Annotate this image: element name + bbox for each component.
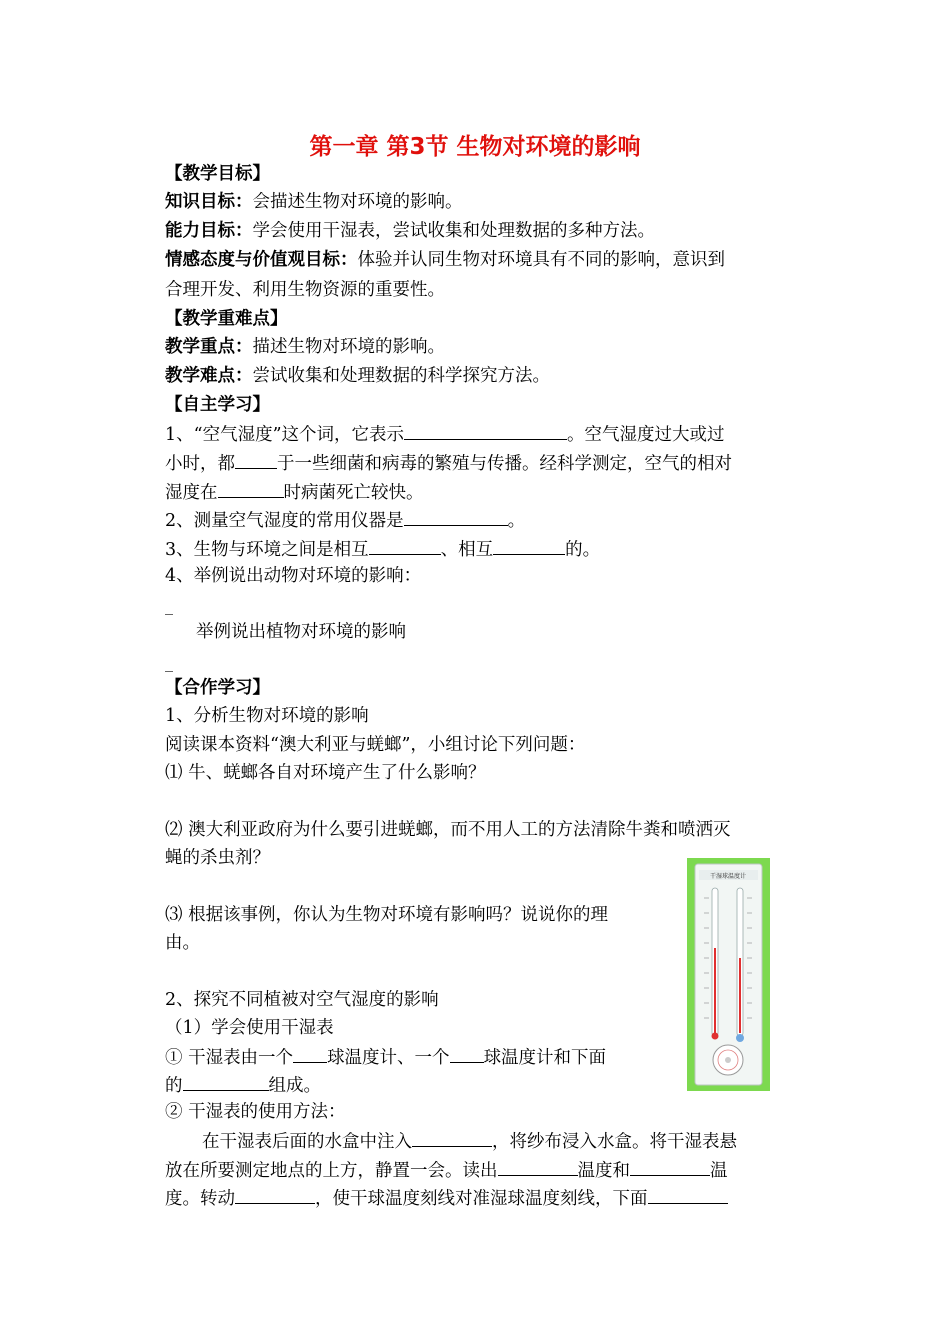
question-2 xyxy=(165,508,787,532)
method-text: ，使干球温度刻线对准湿球温度刻线，下面 xyxy=(315,1189,648,1209)
knowledge-goal-text: 会描述生物对环境的影响。 xyxy=(252,192,463,212)
hygrometer-header-text: 干湿球温度计 xyxy=(709,873,747,880)
method-text: 放在所要测定地点的上方，静置一会。读出 xyxy=(165,1161,498,1181)
ability-goal xyxy=(165,220,787,242)
teaching-focus-text: 描述生物对环境的影响。 xyxy=(252,337,445,357)
question-2-text-cont: 。 xyxy=(507,511,526,531)
coop-question-2-cont: 蝇的杀虫剂？ xyxy=(165,848,270,868)
question-2-text: 2、测量空气湿度的常用仪器是 xyxy=(165,511,404,531)
question-3 xyxy=(165,537,787,561)
method-text: ，将纱布浸入水盒。将干湿表悬 xyxy=(492,1132,737,1152)
humidity-dial-center xyxy=(725,1057,731,1063)
dry-bulb xyxy=(712,1033,719,1040)
teaching-difficulty-label: 教学难点： xyxy=(165,366,253,386)
answer-line-mark: _ xyxy=(165,596,173,615)
answer-blank[interactable] xyxy=(493,537,565,555)
coop-item-text: 球温度计、一个 xyxy=(327,1048,450,1068)
answer-blank[interactable] xyxy=(498,1158,578,1176)
answer-blank[interactable] xyxy=(369,537,441,555)
teaching-focus xyxy=(165,336,787,358)
coop-question-1: ⑴ 牛、蜣螂各自对环境产生了什么影响？ xyxy=(165,763,486,783)
answer-blank[interactable] xyxy=(412,1129,492,1147)
answer-blank[interactable] xyxy=(183,1073,269,1091)
question-1-text-cont: 。空气湿度过大或过 xyxy=(567,425,725,445)
method-text: 在干湿表后面的水盒中注入 xyxy=(202,1132,412,1152)
answer-blank[interactable] xyxy=(218,480,284,498)
answer-blank[interactable] xyxy=(404,422,567,440)
emotion-goal xyxy=(165,249,787,271)
dry-bulb-mercury xyxy=(714,948,716,1033)
method-text: 度。转动 xyxy=(165,1189,235,1209)
ability-goal-text: 学会使用干湿表，尝试收集和处理数据的多种方法。 xyxy=(252,221,655,241)
emotion-goal-cont: 合理开发、利用生物资源的重要性。 xyxy=(165,280,445,300)
question-1-text: 小时，都 xyxy=(165,454,235,474)
knowledge-goal xyxy=(165,191,787,213)
answer-blank[interactable] xyxy=(404,508,508,526)
coop-item-text: 球温度计和下面 xyxy=(483,1048,607,1068)
coop-item-text: ① 干湿表由一个 xyxy=(165,1048,294,1068)
question-3-text: 3、生物与环境之间是相互 xyxy=(165,540,369,560)
answer-blank[interactable] xyxy=(235,1186,315,1204)
question-4-plant: 举例说出植物对环境的影响 xyxy=(196,622,406,642)
page-title: 第一章 第3节 生物对环境的影响 xyxy=(309,134,641,160)
coop-question-2: ⑵ 澳大利亚政府为什么要引进蜣螂，而不用人工的方法清除牛粪和喷洒灭 xyxy=(165,820,731,840)
question-3-text: 的。 xyxy=(565,540,601,560)
coop-section-1: 1、分析生物对环境的影响 xyxy=(165,706,369,726)
question-1-text-cont: 于一些细菌和病毒的繁殖与传播。经科学测定，空气的相对 xyxy=(277,454,732,474)
knowledge-goal-label: 知识目标： xyxy=(165,192,253,212)
method-text: 温度和 xyxy=(577,1161,630,1181)
coop-reading: 阅读课本资料“澳大利亚与蜣螂”，小组讨论下列问题： xyxy=(165,735,586,755)
hygrometer-image xyxy=(687,858,770,1091)
wet-bulb xyxy=(736,1034,744,1042)
coop-item-text: 组成。 xyxy=(268,1076,321,1096)
coop-subsection-1: （1）学会使用干湿表 xyxy=(165,1018,334,1038)
answer-blank[interactable] xyxy=(630,1158,710,1176)
emotion-goal-label: 情感态度与价值观目标： xyxy=(165,250,358,270)
coop-item-text: 的 xyxy=(165,1076,183,1096)
section-heading-self-study: 【自主学习】 xyxy=(165,395,270,415)
wet-bulb-mercury xyxy=(739,958,741,1033)
question-1-text-cont: 时病菌死亡较快。 xyxy=(283,483,424,503)
method-text: 温 xyxy=(710,1161,728,1181)
teaching-difficulty-text: 尝试收集和处理数据的科学探究方法。 xyxy=(252,366,550,386)
section-heading-goals: 【教学目标】 xyxy=(165,164,270,184)
question-4: 4、举例说出动物对环境的影响： xyxy=(165,566,422,586)
answer-blank[interactable] xyxy=(450,1045,484,1063)
question-1-text: 1、“空气湿度”这个词，它表示 xyxy=(165,425,405,445)
method-line-2 xyxy=(165,1158,787,1182)
question-3-text: 、相互 xyxy=(440,540,494,560)
coop-section-2: 2、探究不同植被对空气湿度的影响 xyxy=(165,990,439,1010)
section-heading-keypoints: 【教学重难点】 xyxy=(165,309,288,329)
coop-question-3-cont: 由。 xyxy=(165,933,200,953)
answer-blank[interactable] xyxy=(235,451,277,469)
question-1-line-1 xyxy=(165,422,787,446)
method-line-1 xyxy=(202,1129,824,1153)
emotion-goal-text: 体验并认同生物对环境具有不同的影响，意识到 xyxy=(357,250,725,270)
question-1-line-2 xyxy=(165,451,787,475)
teaching-difficulty xyxy=(165,365,787,387)
answer-line-mark: _ xyxy=(165,653,173,672)
answer-blank[interactable] xyxy=(648,1186,728,1204)
method-line-3 xyxy=(165,1186,787,1210)
section-heading-coop: 【合作学习】 xyxy=(165,678,270,698)
teaching-focus-label: 教学重点： xyxy=(165,337,253,357)
question-1-line-3 xyxy=(165,480,787,504)
ability-goal-label: 能力目标： xyxy=(165,221,253,241)
answer-blank[interactable] xyxy=(293,1045,327,1063)
question-1-text: 湿度在 xyxy=(165,483,218,503)
coop-item-2: ② 干湿表的使用方法： xyxy=(165,1102,346,1122)
coop-question-3: ⑶ 根据该事例，你认为生物对环境有影响吗？说说你的理 xyxy=(165,905,609,925)
